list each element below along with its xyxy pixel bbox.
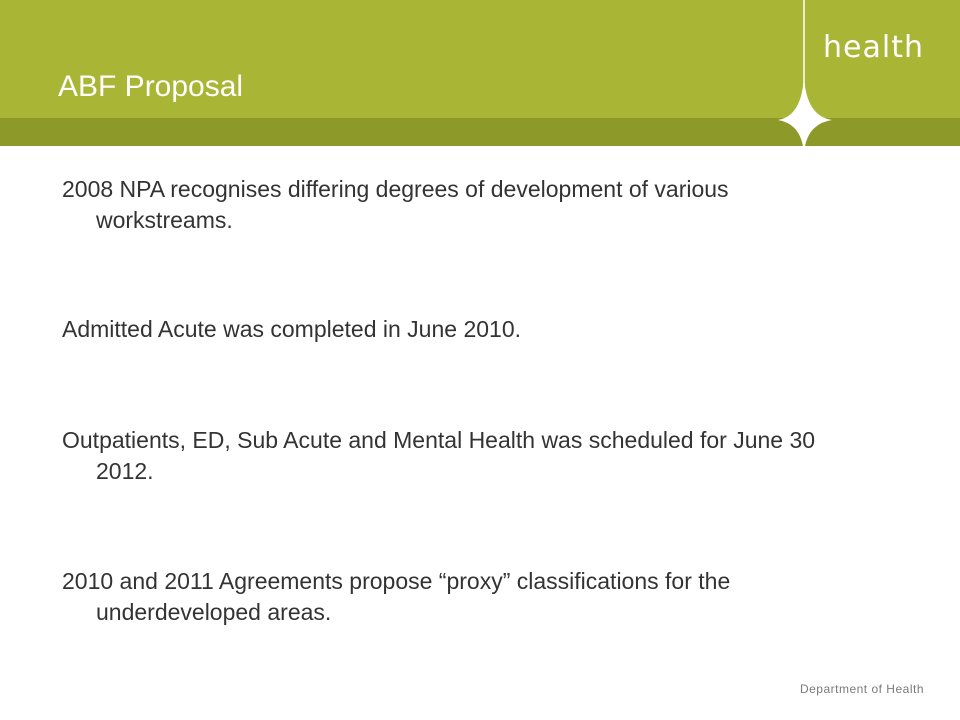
bullet-paragraph: Admitted Acute was completed in June 2010.	[62, 316, 522, 342]
department-footer: Department of Health	[799, 682, 924, 696]
bullet-paragraph: 2010 and 2011 Agreements propose “proxy” classifications for the underdeveloped areas.	[62, 568, 731, 625]
bullet-paragraph: Outpatients, ED, Sub Acute and Mental Health was scheduled for June 30 2012.	[62, 427, 816, 484]
bullet-paragraph: 2008 NPA recognises differing degrees of development of various workstreams.	[62, 176, 729, 233]
brand-wordmark: health	[823, 30, 924, 65]
page-title: ABF Proposal	[58, 70, 244, 103]
